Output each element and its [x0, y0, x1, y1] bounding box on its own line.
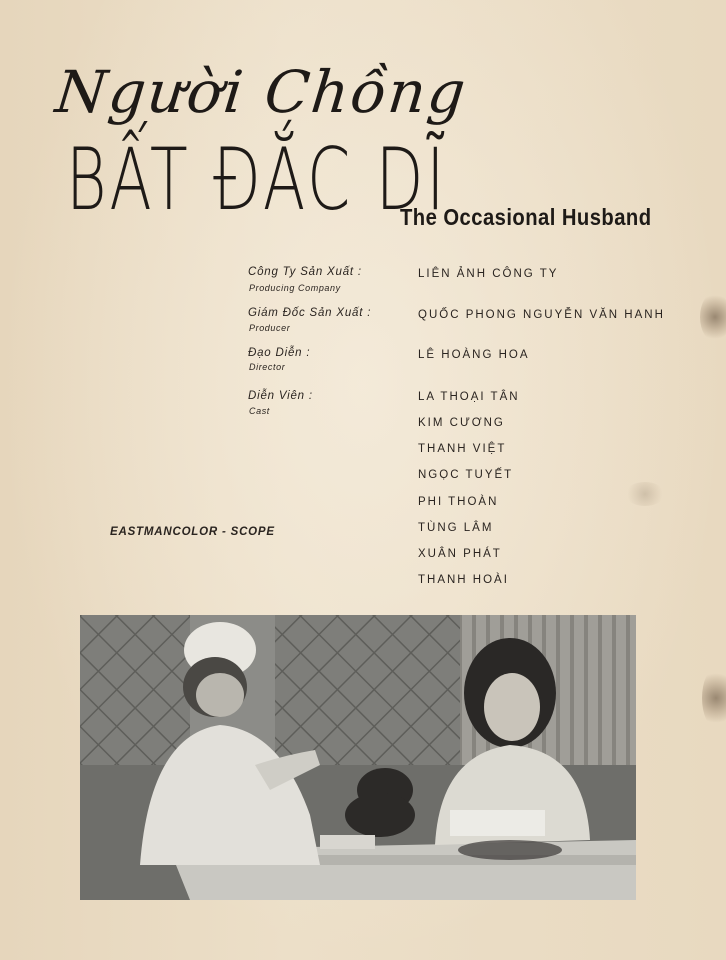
cast-member: TÙNG LÂM: [418, 522, 494, 534]
producing-company-value: LIÊN ẢNH CÔNG TY: [418, 268, 559, 280]
cast-member: KIM CƯƠNG: [418, 417, 505, 429]
cast-member: PHI THOÀN: [418, 496, 499, 508]
producer-sublabel: Producer: [249, 323, 291, 333]
cast-member: NGỌC TUYẾT: [418, 469, 514, 481]
title-english: The Occasional Husband: [400, 204, 652, 230]
format-note: EASTMANCOLOR - SCOPE: [110, 526, 275, 538]
cast-member: XUÂN PHÁT: [418, 548, 502, 560]
cast-member: THANH HOÀI: [418, 574, 509, 586]
director-value: LÊ HOÀNG HOA: [418, 349, 530, 361]
director-label: Đạo Diễn :: [248, 347, 311, 359]
cast-member: LA THOẠI TÂN: [418, 391, 520, 403]
cast-label: Diễn Viên :: [248, 390, 313, 402]
title-vietnamese-line1: Người Chồng: [52, 58, 471, 126]
producer-label: Giám Đốc Sản Xuất :: [248, 307, 372, 319]
edge-stain: [702, 668, 726, 728]
cast-member: THANH VIỆT: [418, 443, 507, 455]
title-vietnamese-line2: BẤT ĐẮC DĨ: [66, 130, 448, 230]
speckle-stain: [625, 482, 665, 506]
producer-value: QUỐC PHONG NGUYỄN VĂN HANH: [418, 309, 665, 321]
producing-company-sublabel: Producing Company: [249, 283, 341, 293]
producing-company-label: Công Ty Sản Xuất :: [248, 266, 362, 278]
cast-sublabel: Cast: [249, 406, 270, 416]
edge-stain: [700, 292, 726, 342]
film-still-illustration: [80, 615, 636, 900]
director-sublabel: Director: [249, 362, 286, 372]
film-still-photo: [80, 615, 636, 900]
